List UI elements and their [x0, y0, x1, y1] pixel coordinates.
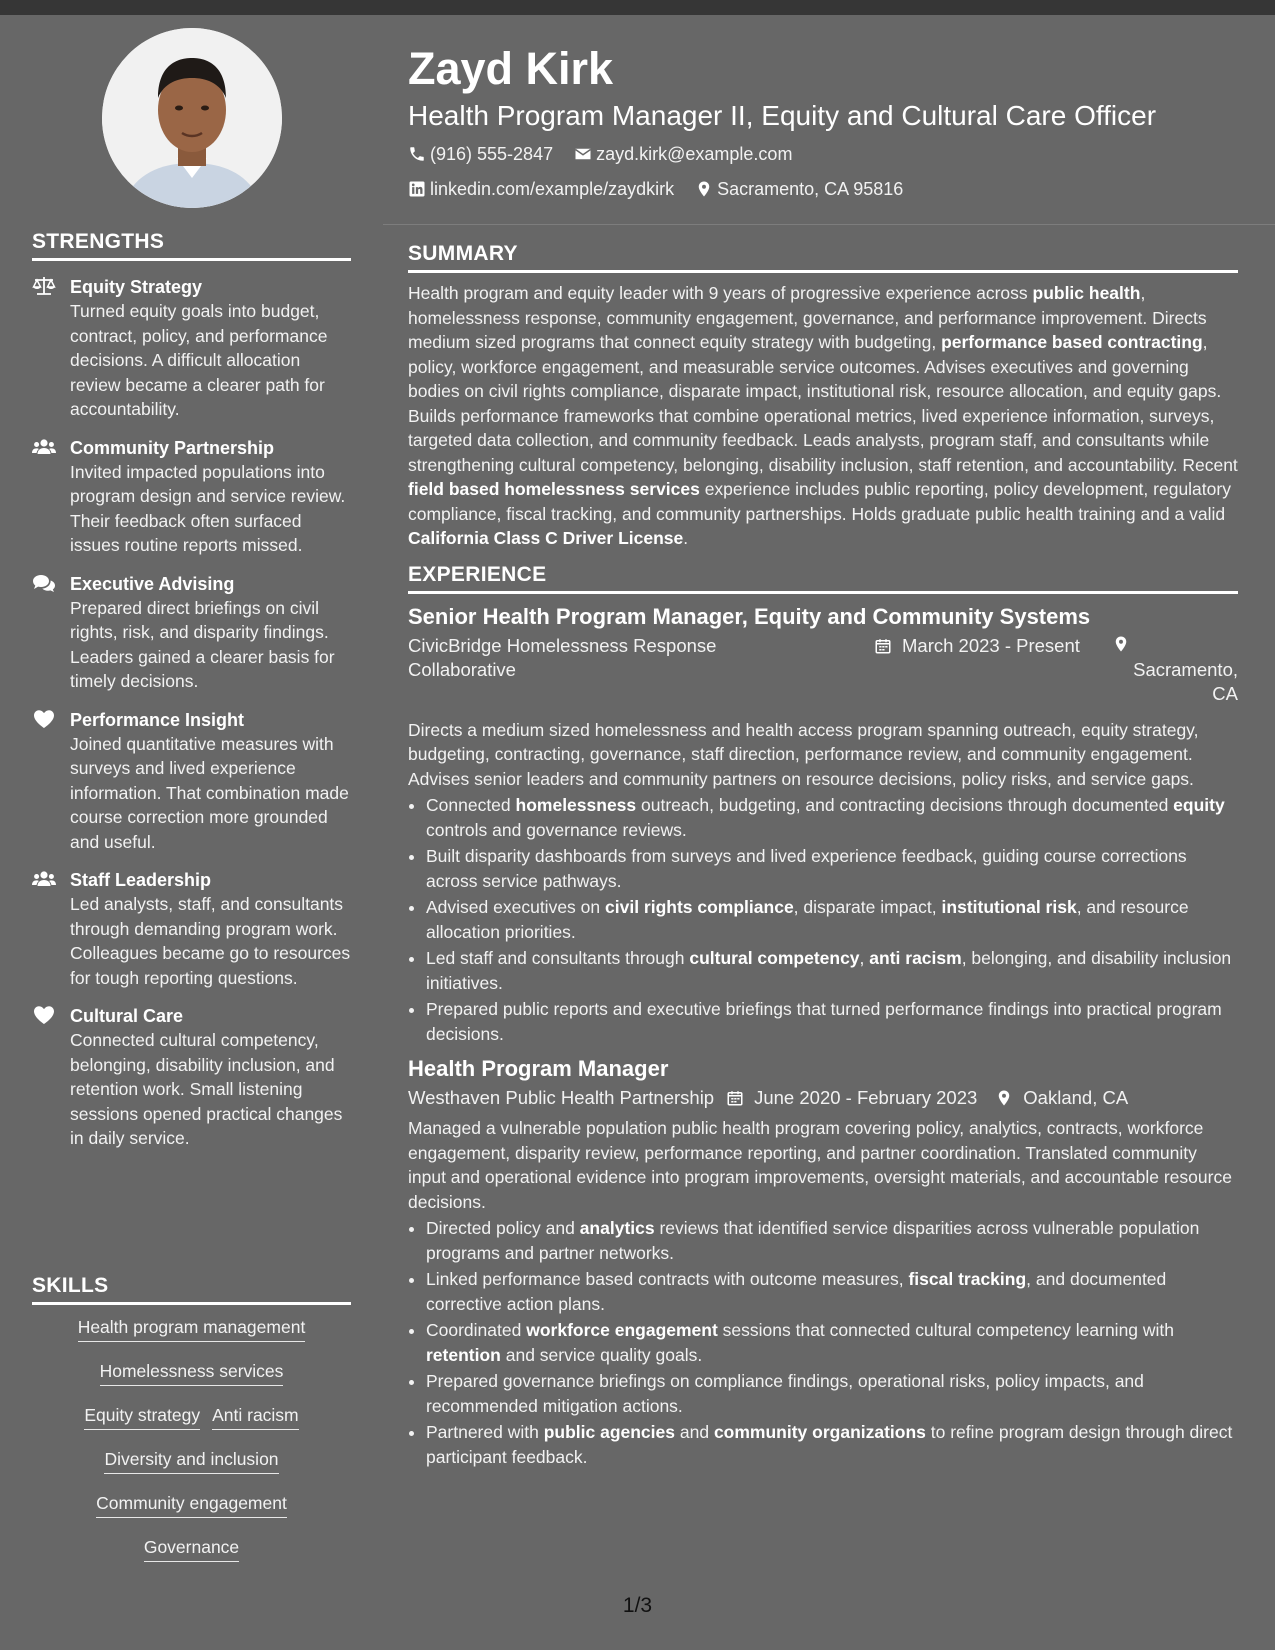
job-dates [874, 634, 1080, 658]
text-run: experience includes public reporting, policy development, regulatory compliance, fiscal tracking, and community partnerships. Holds graduate public health training and a valid [408, 479, 1231, 524]
job-bullets [408, 1216, 1238, 1469]
job-meta [408, 634, 1238, 712]
contact-row-2 [408, 173, 1238, 208]
strength-name: Performance Insight [70, 709, 245, 730]
job-entry-1 [408, 602, 1238, 1047]
strength-name: Executive Advising [70, 573, 235, 594]
text-run: Partnered with [426, 1422, 544, 1442]
skills-section [32, 1274, 351, 1579]
skill-row [32, 1403, 351, 1430]
bold-phrase: workforce engagement [526, 1320, 718, 1340]
calendar-icon [726, 1088, 744, 1108]
text-run: , and resource allocation priorities. [426, 897, 1189, 942]
skill-tag: Homelessness services [100, 1359, 284, 1386]
bold-phrase: analytics [579, 1218, 655, 1238]
phone-icon [408, 145, 426, 163]
text-run: Directed policy and [426, 1218, 580, 1238]
main-content [408, 242, 1238, 1471]
strength-description: Prepared direct briefings on civil rights, risk, and disparity findings. Leaders gained a clearer basis for timely decisions. [70, 597, 335, 691]
candidate-name: Zayd Kirk [408, 43, 614, 94]
scale-icon [32, 276, 56, 296]
text-run: Advised executives on [426, 897, 605, 917]
bold-phrase: anti racism [869, 948, 962, 968]
skill-tag: Diversity and inclusion [104, 1447, 278, 1474]
skill-row [32, 1315, 351, 1342]
bullet-item [426, 1420, 1238, 1469]
linkedin-icon [408, 180, 426, 198]
text-run: , homelessness response, community engagement, governance, and performance improvement. Directs medium sized programs that connect equity strategy with budgeting, [408, 283, 1207, 352]
skill-row [32, 1491, 351, 1518]
skill-tag: Equity strategy [84, 1403, 200, 1430]
text-run: outreach, budgeting, and contracting decisions through documented [636, 795, 1174, 815]
text-run: . [683, 528, 689, 548]
text-run: Prepared governance briefings on compliance findings, operational risks, policy impacts, and recommended mitigation actions. [426, 1371, 1144, 1416]
job-bullets [408, 793, 1238, 1046]
map-marker-icon [995, 1088, 1013, 1108]
skill-tag: Anti racism [212, 1403, 299, 1430]
text-run: to refine program design through direct participant feedback. [426, 1422, 1233, 1467]
job-description: Managed a vulnerable population public health program covering policy, analytics, contracts, workforce engagement, disparity review, performance reporting, and partner coordination. Translated community input and operational evidence into program improvements, oversight materials, and accountable resource decisions. [408, 1118, 1232, 1212]
envelope-icon [574, 145, 592, 163]
bold-phrase: performance based contracting [941, 332, 1203, 352]
job-dates-text: March 2023 - Present [902, 634, 1080, 656]
text-run: Coordinated [426, 1320, 527, 1340]
text-run: , [859, 948, 870, 968]
phone[interactable] [408, 138, 553, 170]
strength-item [32, 436, 351, 558]
bullet-item [426, 844, 1238, 893]
job-location-text: Oakland, CA [1023, 1087, 1129, 1108]
text-run: and [675, 1422, 714, 1442]
job-title: Health Program Manager [408, 1056, 669, 1081]
resume-header [408, 40, 1238, 208]
strength-name: Cultural Care [70, 1006, 184, 1026]
strength-name: Community Partnership [70, 437, 275, 458]
company-name: CivicBridge Homelessness Response Collaborative [408, 634, 717, 680]
bullet-item [426, 895, 1238, 944]
candidate-title: Health Program Manager II, Equity and Cultural Care Officer [408, 100, 1157, 131]
bold-phrase: public agencies [543, 1422, 675, 1442]
linkedin-text: linkedin.com/example/zaydkirk [430, 179, 675, 199]
text-run: Prepared public reports and executive briefings that turned performance findings into practical program decisions. [426, 999, 1222, 1044]
location-text: Sacramento, CA 95816 [717, 179, 904, 199]
bullet-item [426, 946, 1238, 995]
comments-icon [32, 573, 56, 593]
bold-phrase: cultural competency [689, 948, 860, 968]
text-run: Health program and equity leader with 9 years of progressive experience across [408, 283, 1033, 303]
bold-phrase: retention [426, 1344, 501, 1365]
bullet-item [426, 1267, 1238, 1316]
profile-photo [102, 28, 282, 208]
job-location: Sacramento, CA [1133, 658, 1238, 704]
linkedin[interactable] [408, 173, 674, 205]
text-run: reviews that identified service disparities across vulnerable population programs and partner networks. [426, 1218, 1200, 1263]
job-meta [408, 1086, 1238, 1110]
bullet-item [426, 793, 1238, 842]
text-run: controls and governance reviews. [426, 819, 687, 840]
strength-item [32, 572, 351, 694]
top-bar [0, 0, 1275, 15]
skills-list [32, 1315, 351, 1562]
summary-title: SUMMARY [408, 242, 1238, 273]
job-location [995, 1086, 1128, 1110]
strengths-title: STRENGTHS [32, 230, 351, 261]
header-divider [383, 224, 1275, 225]
skill-row [32, 1359, 351, 1386]
job-dates [726, 1086, 977, 1110]
summary-text [408, 281, 1238, 551]
strength-item [32, 868, 351, 990]
skill-row [32, 1447, 351, 1474]
bullet-item [426, 1318, 1238, 1367]
users-icon [32, 869, 56, 889]
bold-phrase: California Class C Driver License [408, 528, 684, 548]
contact-row-1 [408, 138, 1238, 173]
strength-description: Led analysts, staff, and consultants through demanding program work. Colleagues became go to resources for tough reporting questions. [70, 894, 351, 988]
experience-title: EXPERIENCE [408, 563, 1238, 594]
job-entry-2 [408, 1054, 1238, 1469]
skill-tag: Health program management [78, 1315, 306, 1342]
calendar-icon [874, 636, 892, 656]
text-run: , belonging, and disability inclusion initiatives. [426, 948, 1232, 993]
strength-item [32, 275, 351, 422]
bullet-item [426, 997, 1238, 1046]
text-run: and service quality goals. [500, 1344, 703, 1365]
bold-phrase: field based homelessness services [408, 479, 700, 499]
bold-phrase: public health [1032, 283, 1141, 303]
skill-row [32, 1535, 351, 1562]
text-run: Connected [426, 795, 516, 815]
skills-title: SKILLS [32, 1274, 351, 1305]
job-title: Senior Health Program Manager, Equity and Community Systems [408, 603, 1091, 629]
strength-name: Staff Leadership [70, 870, 212, 890]
bullet-item [426, 1369, 1238, 1418]
email-text: zayd.kirk@example.com [596, 144, 793, 164]
strength-item [32, 1004, 351, 1151]
bold-phrase: institutional risk [941, 897, 1077, 917]
text-run: Led staff and consultants through [426, 948, 690, 968]
map-marker-icon [1112, 634, 1130, 654]
heart-icon [32, 1005, 56, 1025]
page-number: 1/3 [622, 1594, 653, 1617]
strength-description: Invited impacted populations into program design and service review. Their feedback often surfaced issues routine reports missed. [70, 461, 346, 555]
skill-tag: Governance [144, 1535, 239, 1562]
strength-item [32, 708, 351, 855]
map-marker-icon [695, 180, 713, 198]
bold-phrase: community organizations [713, 1422, 926, 1442]
job-dates-text: June 2020 - February 2023 [754, 1087, 978, 1108]
strengths-list [32, 275, 351, 1151]
text-run: Linked performance based contracts with outcome measures, [426, 1269, 909, 1289]
email[interactable] [574, 138, 792, 170]
bold-phrase: fiscal tracking [908, 1269, 1027, 1289]
company-name: Westhaven Public Health Partnership [408, 1087, 715, 1108]
phone-text: (916) 555-2847 [430, 144, 554, 164]
text-run: , and documented corrective action plans. [426, 1269, 1167, 1314]
skill-tag: Community engagement [96, 1491, 287, 1518]
address [695, 173, 903, 205]
bold-phrase: civil rights compliance [605, 897, 794, 917]
text-run: , disparate impact, [793, 897, 942, 917]
avatar-icon [102, 28, 282, 208]
strengths-section [32, 230, 351, 1151]
text-run: Built disparity dashboards from surveys and lived experience feedback, guiding course corrections across service pathways. [426, 846, 1187, 891]
bold-phrase: homelessness [515, 795, 637, 815]
strength-description: Turned equity goals into budget, contract, policy, and performance decisions. A difficult allocation review became a clearer path for accountability. [70, 301, 328, 419]
job-description: Directs a medium sized homelessness and health access program spanning outreach, equity strategy, budgeting, contracting, governance, staff direction, performance review, and community engagement. Advises senior leaders and community partners on resource decisions, policy risks, and service gaps. [408, 719, 1199, 789]
strength-name: Equity Strategy [70, 277, 203, 297]
heart-icon [32, 709, 56, 729]
strength-description: Connected cultural competency, belonging, disability inclusion, and retention work. Small listening sessions opened practical changes in daily service. [70, 1030, 343, 1148]
users-icon [32, 437, 56, 457]
bold-phrase: equity [1173, 795, 1225, 815]
strength-description: Joined quantitative measures with surveys and lived experience information. That combination made course correction more grounded and useful. [70, 733, 349, 852]
text-run: sessions that connected cultural competency learning with [717, 1320, 1175, 1340]
text-run: , policy, workforce engagement, and measurable service outcomes. Advises executives and governing bodies on civil rights compliance, disparate impact, institutional risk, resource allocation, and equity gaps. Builds performance frameworks that combine operational metrics, lived experience information, surveys, targeted data collection, and community feedback. Leads analysts, program staff, and consultants while strengthening cultural competency, belonging, disability inclusion, staff retention, and accountability. Recent [408, 332, 1238, 475]
bullet-item [426, 1216, 1238, 1265]
